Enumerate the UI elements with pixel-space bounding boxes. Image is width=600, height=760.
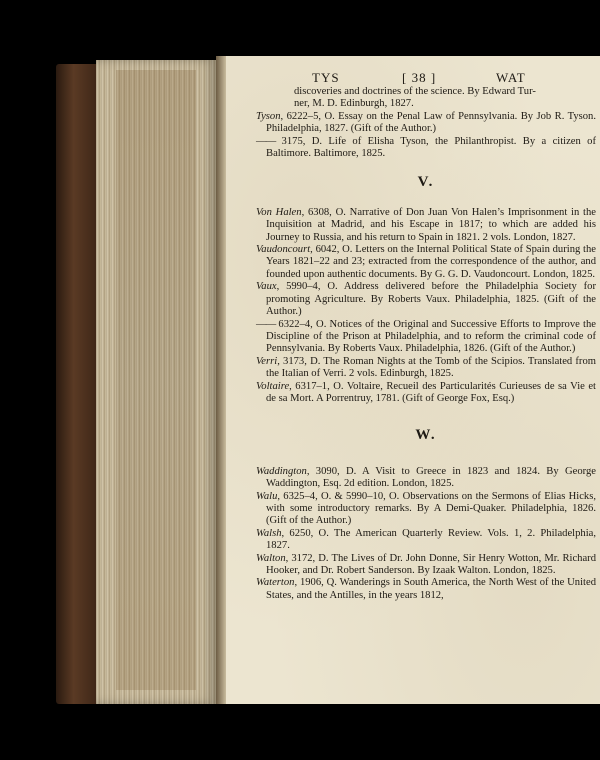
- catalogue-entry: [256, 281, 596, 318]
- catalogue-entry: [256, 319, 596, 356]
- book-cover-edge: [56, 64, 100, 704]
- entry-text: , 6308, O. Narrative of Don Juan Von Halen’s Imprisonment in the Inquisition at Madrid, and his Escape in 1817; to which are added his Journey to Russia, and his return to Spain in 1821. 2 vols. London, 1827.: [266, 206, 596, 243]
- entry-text: , 6250, O. The American Quarterly Review. Vols. 1, 2. Philadelphia, 1827.: [266, 527, 596, 552]
- entry-heading: Vaudoncourt: [256, 244, 311, 256]
- entry-heading: Voltaire: [256, 380, 290, 392]
- entry-text: , 6222–5, O. Essay on the Penal Law of Pennsylvania. By Job R. Tyson. Philadelphia, 1827. (Gift of the Author.): [266, 110, 596, 135]
- catalogue-entry: [256, 466, 596, 491]
- entry-text: , 5990–4, O. Address delivered before the Philadelphia Society for promoting Agriculture. By Roberts Vaux. Philadelphia, 1825. (Gift of the Author.): [266, 281, 596, 318]
- running-head-left: TYS: [312, 70, 340, 85]
- entry-heading: Verri: [256, 355, 278, 367]
- catalogue-entry: [256, 577, 596, 602]
- entry-heading: Tyson: [256, 110, 281, 122]
- book-page: [226, 56, 600, 704]
- entry-heading: Waddington: [256, 465, 307, 477]
- catalogue-entry: [256, 553, 596, 578]
- entry-text: , 6042, O. Letters on the Internal Political State of Spain during the Years 1821–22 and 23; extracted from the correspondence of the author, and founded upon authentic documents. By G. G. D. Vaudoncourt. London, 1825.: [266, 244, 596, 280]
- catalogue-entry: [256, 356, 596, 381]
- entry-heading: Vaux: [256, 281, 277, 293]
- entry-text: , 6317–1, O. Voltaire, Recueil des Particularités Curieuses de sa Vie et de sa Mort. A Porrentruy, 1781. (Gift of George Fox, Esq.): [266, 380, 596, 404]
- running-head: [226, 70, 600, 86]
- catalogue-text: [256, 86, 596, 602]
- gutter: [216, 56, 226, 704]
- section-heading-v: V.: [417, 174, 435, 191]
- catalogue-entry: [256, 136, 596, 161]
- catalogue-entry: [256, 111, 596, 136]
- book: [52, 52, 600, 712]
- page-edges: [96, 60, 216, 704]
- catalogue-entry: [256, 207, 596, 244]
- catalogue-entry: [256, 491, 596, 528]
- entry-text: , 3090, D. A Visit to Greece in 1823 and 1824. By George Waddington, Esq. 2d edition. London, 1825.: [266, 465, 596, 490]
- entry-heading: Walsh: [256, 527, 282, 539]
- catalogue-entry: [256, 528, 596, 553]
- entry-text: , 6325–4, O. & 5990–10, O. Observations on the Sermons of Elias Hicks, with some introductory remarks. By A Demi-Quaker. Philadelphia, 1826. (Gift of the Author.): [266, 490, 596, 527]
- continuation-line: ner, M. D. Edinburgh, 1827.: [294, 98, 414, 110]
- page-number: [ 38 ]: [402, 70, 437, 85]
- entry-text: , 3172, D. The Lives of Dr. John Donne, Sir Henry Wotton, Mr. Richard Hooker, and Dr. Robert Sanderson. By Izaak Walton. London, 1825.: [266, 552, 596, 576]
- entry-dash: ——: [256, 135, 276, 147]
- entry-heading: Waterton: [256, 577, 295, 589]
- entry-text: , 1906, Q. Wanderings in South America, the North West of the United States, and the Antilles, in the years 1812,: [266, 577, 596, 601]
- section-heading-w: W.: [415, 427, 437, 444]
- entry-text: , 3173, D. The Roman Nights at the Tomb of the Scipios. Translated from the Italian of Verri. 2 vols. Edinburgh, 1825.: [266, 355, 596, 380]
- entry-heading: Von Halen: [256, 206, 302, 218]
- entry-heading: Walu: [256, 490, 278, 502]
- entry-text: 6322–4, O. Notices of the Original and Successive Efforts to Improve the Discipline of the Prison at Philadelphia, and to reform the criminal code of Pennsylvania. By Roberts Vaux. Philadelphia, 1826. (Gift of the Author.): [266, 318, 596, 355]
- entry-dash: ——: [256, 318, 276, 330]
- entry-text: 3175, D. Life of Elisha Tyson, the Philanthropist. By a citizen of Baltimore. Baltimore, 1825.: [266, 135, 596, 160]
- running-head-right: WAT: [496, 70, 526, 85]
- catalogue-entry: [256, 244, 596, 281]
- entry-heading: Walton: [256, 552, 286, 564]
- continuation-line: discoveries and doctrines of the science. By Edward Tur-: [294, 86, 536, 97]
- catalogue-entry: [256, 381, 596, 406]
